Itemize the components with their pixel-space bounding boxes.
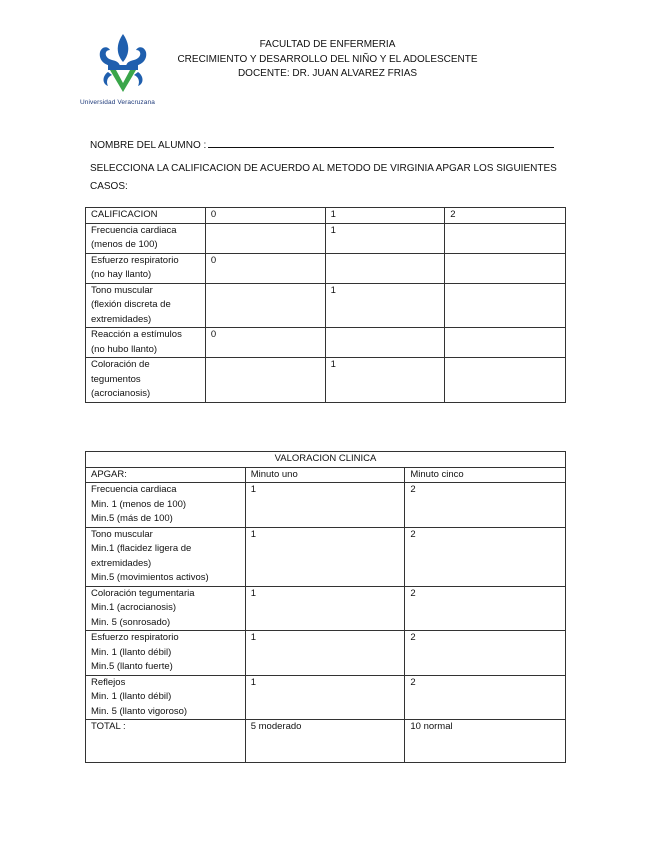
criterion-cell: Tono muscular Min.1 (flacidez ligera de extremidades) Min.5 (movimientos activos) — [86, 527, 246, 586]
table-row — [86, 483, 566, 528]
criterion-cell: Reflejos Min. 1 (llanto débil) Min. 5 (llanto vigoroso) — [86, 675, 246, 720]
score-cell: 0 — [205, 253, 325, 283]
score-cell — [445, 358, 566, 403]
total-minute-one: 5 moderado — [245, 720, 405, 763]
teacher-name: DOCENTE: DR. JUAN ALVAREZ FRIAS — [237, 68, 418, 79]
apgar-score-table — [85, 207, 566, 403]
score-cell — [445, 328, 566, 358]
total-row — [86, 720, 566, 763]
minute-one-cell: 1 — [245, 586, 405, 631]
criterion-cell: Frecuencia cardiaca (menos de 100) — [86, 223, 206, 253]
score-cell — [445, 253, 566, 283]
table-header-row — [86, 208, 566, 224]
logo-text: Universidad Veracruzana — [80, 99, 155, 106]
criterion-cell: Esfuerzo respiratorio Min. 1 (llanto débil) Min.5 (llanto fuerte) — [86, 631, 246, 676]
score-cell — [325, 253, 445, 283]
document-header — [160, 38, 495, 82]
table-row — [86, 253, 566, 283]
score-cell — [205, 223, 325, 253]
score-cell — [205, 358, 325, 403]
score-cell: 1 — [325, 283, 445, 328]
table-title: VALORACION CLINICA — [86, 452, 566, 468]
header-cell: 2 — [445, 208, 566, 224]
table-row — [86, 283, 566, 328]
minute-five-cell: 2 — [405, 675, 566, 720]
criterion-cell: Tono muscular (flexión discreta de extremidades) — [86, 283, 206, 328]
instruction-line-2: CASOS: — [90, 181, 128, 192]
course-title: CRECIMIENTO Y DESARROLLO DEL NIÑO Y EL ADOLESCENTE — [177, 53, 478, 65]
header-cell: Minuto cinco — [405, 467, 566, 483]
table-row — [86, 358, 566, 403]
student-name-line — [90, 137, 554, 151]
university-logo — [80, 32, 170, 110]
header-cell: 1 — [325, 208, 445, 224]
score-cell — [325, 328, 445, 358]
minute-five-cell: 2 — [405, 586, 566, 631]
student-name-label: NOMBRE DEL ALUMNO : — [90, 140, 207, 151]
minute-one-cell: 1 — [245, 527, 405, 586]
minute-five-cell: 2 — [405, 631, 566, 676]
score-cell — [205, 283, 325, 328]
instruction-line-1: SELECCIONA LA CALIFICACION DE ACUERDO AL METODO DE VIRGINIA APGAR LOS SIGUIENTES — [90, 163, 557, 174]
minute-five-cell: 2 — [405, 527, 566, 586]
score-cell: 0 — [205, 328, 325, 358]
header-cell: 0 — [205, 208, 325, 224]
criterion-cell: Coloración de tegumentos (acrocianosis) — [86, 358, 206, 403]
header-cell: APGAR: — [86, 467, 246, 483]
clinical-assessment-table — [85, 451, 566, 763]
score-cell — [445, 223, 566, 253]
criterion-cell: Coloración tegumentaria Min.1 (acrocianosis) Min. 5 (sonrosado) — [86, 586, 246, 631]
fleur-de-lis-icon — [94, 32, 152, 96]
criterion-cell: Esfuerzo respiratorio (no hay llanto) — [86, 253, 206, 283]
criterion-cell: Frecuencia cardiaca Min. 1 (menos de 100) Min.5 (más de 100) — [86, 483, 246, 528]
minute-five-cell: 2 — [405, 483, 566, 528]
total-minute-five: 10 normal — [405, 720, 566, 763]
table-row — [86, 527, 566, 586]
table-header-row — [86, 467, 566, 483]
score-cell: 1 — [325, 358, 445, 403]
criterion-cell: Reacción a estímulos (no hubo llanto) — [86, 328, 206, 358]
minute-one-cell: 1 — [245, 631, 405, 676]
table-row — [86, 328, 566, 358]
faculty-title: FACULTAD DE ENFERMERIA — [259, 39, 396, 50]
table-row — [86, 631, 566, 676]
score-cell — [445, 283, 566, 328]
minute-one-cell: 1 — [245, 483, 405, 528]
header-cell: CALIFICACION — [86, 208, 206, 224]
student-name-blank — [208, 137, 554, 148]
total-label: TOTAL : — [86, 720, 246, 763]
minute-one-cell: 1 — [245, 675, 405, 720]
score-cell: 1 — [325, 223, 445, 253]
table-row — [86, 223, 566, 253]
table-row — [86, 675, 566, 720]
table-title-row — [86, 452, 566, 468]
table-row — [86, 586, 566, 631]
header-cell: Minuto uno — [245, 467, 405, 483]
